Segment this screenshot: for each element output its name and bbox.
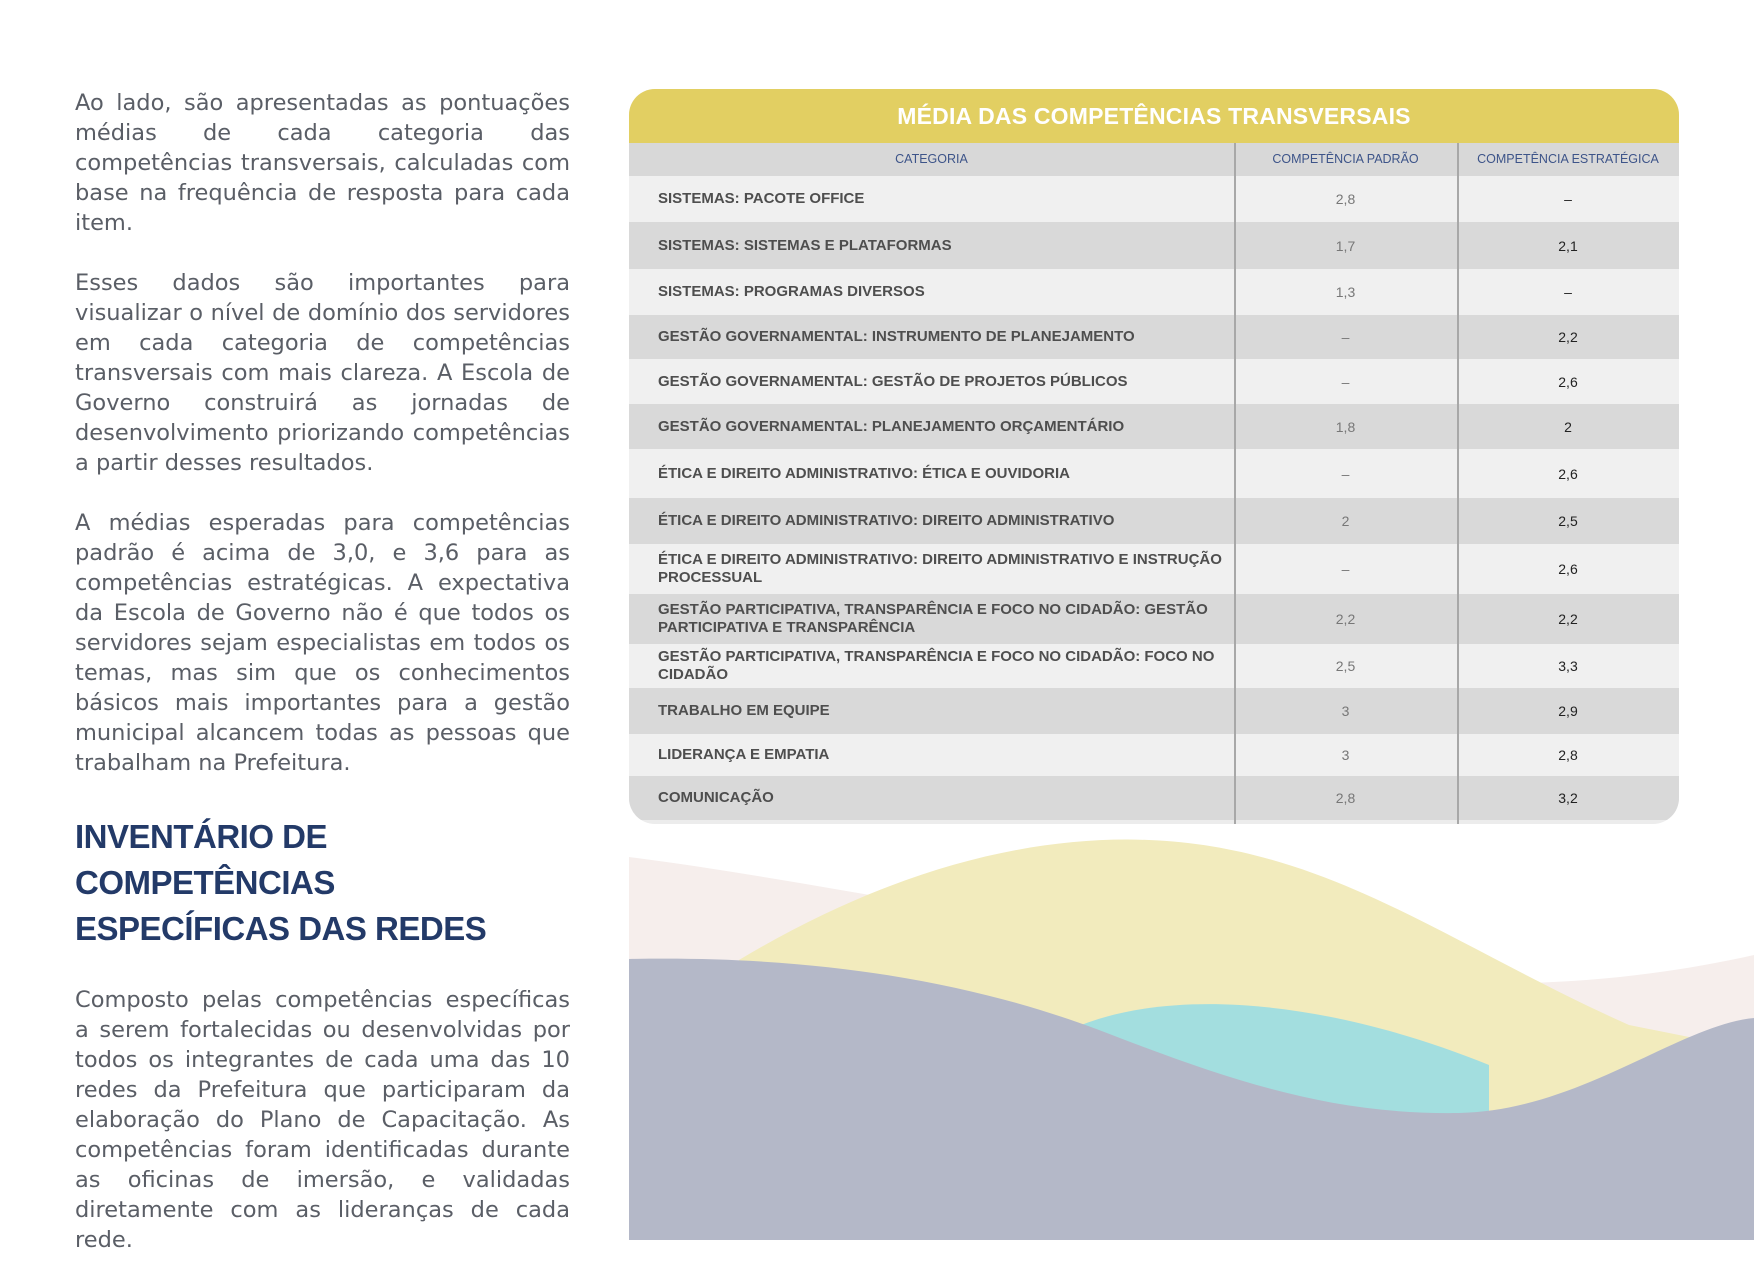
row-standard-value: 3 <box>1341 703 1350 719</box>
intro-paragraph-1: Ao lado, são apresentadas as pontuações médias de cada categoria das competências transversais, calculadas com base na frequência de resposta para cada item. <box>75 90 570 236</box>
row-category: COMUNICAÇÃO <box>658 789 774 806</box>
row-standard-value: 2 <box>1341 513 1350 529</box>
section-heading <box>75 814 570 952</box>
table-row <box>629 594 1679 644</box>
row-category: SISTEMAS: PROGRAMAS DIVERSOS <box>658 283 925 300</box>
table-row <box>629 734 1679 776</box>
table-row <box>629 776 1679 820</box>
row-category: ÉTICA E DIREITO ADMINISTRATIVO: DIREITO ADMINISTRATIVO E INSTRUÇÃO PROCESSUAL <box>658 551 1222 586</box>
row-category: GESTÃO PARTICIPATIVA, TRANSPARÊNCIA E FOCO NO CIDADÃO: FOCO NO CIDADÃO <box>658 648 1215 683</box>
row-category: TRABALHO EM EQUIPE <box>658 702 830 719</box>
row-strategic-value: 2,6 <box>1558 373 1578 390</box>
row-standard-value: – <box>1341 373 1350 390</box>
row-category: SISTEMAS: PACOTE OFFICE <box>658 190 865 207</box>
intro-text-column <box>75 88 570 1285</box>
row-category: SISTEMAS: SISTEMAS E PLATAFORMAS <box>658 236 952 254</box>
row-strategic-value: 2,5 <box>1558 513 1578 529</box>
header-standard-competency: COMPETÊNCIA PADRÃO <box>1272 152 1419 166</box>
row-category: LIDERANÇA E EMPATIA <box>658 746 830 763</box>
row-standard-value: – <box>1341 329 1350 345</box>
table-row <box>629 544 1679 594</box>
table-row <box>629 449 1679 498</box>
row-strategic-value: 3,2 <box>1558 790 1578 806</box>
row-strategic-value: 3,3 <box>1558 658 1578 674</box>
row-strategic-value: 2,2 <box>1558 329 1578 345</box>
row-standard-value: 2,2 <box>1335 611 1356 627</box>
row-standard-value: 1,7 <box>1335 237 1356 254</box>
row-standard-value: 2,8 <box>1335 790 1356 806</box>
section-heading-line-2: ESPECÍFICAS DAS REDES <box>75 910 487 947</box>
table-row <box>629 644 1679 688</box>
row-standard-value: 1,3 <box>1335 284 1356 300</box>
table-row <box>629 176 1679 222</box>
row-strategic-value: 2,6 <box>1558 465 1578 482</box>
row-category: GESTÃO GOVERNAMENTAL: INSTRUMENTO DE PLANEJAMENTO <box>658 328 1135 345</box>
row-standard-value: – <box>1341 465 1350 482</box>
decorative-hills-illustration <box>629 835 1754 1240</box>
intro-paragraph-2: Esses dados são importantes para visualizar o nível de domínio dos servidores em cada categoria de competências transversais com mais clareza. A Escola de Governo construirá as jornadas de desenvolvimento priorizando competências a partir desses resultados. <box>75 270 570 476</box>
column-divider <box>1457 143 1459 824</box>
row-strategic-value: 2,6 <box>1558 561 1578 577</box>
row-strategic-value: 2,1 <box>1558 237 1578 254</box>
table-row <box>629 688 1679 734</box>
row-category: GESTÃO GOVERNAMENTAL: PLANEJAMENTO ORÇAMENTÁRIO <box>658 417 1125 435</box>
column-divider <box>1234 143 1236 824</box>
row-standard-value: – <box>1341 561 1350 577</box>
table-row <box>629 498 1679 544</box>
row-strategic-value: – <box>1564 284 1572 300</box>
table-row <box>629 269 1679 315</box>
table-title: MÉDIA DAS COMPETÊNCIAS TRANSVERSAIS <box>629 89 1679 143</box>
row-category: ÉTICA E DIREITO ADMINISTRATIVO: ÉTICA E OUVIDORIA <box>658 464 1070 482</box>
row-category: GESTÃO PARTICIPATIVA, TRANSPARÊNCIA E FOCO NO CIDADÃO: GESTÃO PARTICIPATIVA E TRANSPARÊNCIA <box>658 601 1208 636</box>
row-standard-value: 1,8 <box>1335 418 1356 435</box>
header-category: CATEGORIA <box>895 152 968 166</box>
intro-paragraph-3: A médias esperadas para competências padrão é acima de 3,0, e 3,6 para as competências estratégicas. A expectativa da Escola de Governo não é que todos os servidores sejam especialistas em todos os temas, mas sim que os conhecimentos básicos mais importantes para a gestão municipal alcancem todas as pessoas que trabalham na Prefeitura. <box>75 510 570 776</box>
table-row <box>629 404 1679 449</box>
row-standard-value: 3 <box>1341 747 1350 763</box>
closing-paragraph: Composto pelas competências específicas a serem fortalecidas ou desenvolvidas por todos os integrantes de cada uma das 10 redes da Prefeitura que participaram da elaboração do Plano de Capacitação. As competências foram identificadas durante as oficinas de imersão, e validadas diretamente com as lideranças de cada rede. <box>75 987 570 1253</box>
table-row <box>629 359 1679 404</box>
row-strategic-value: – <box>1564 191 1572 207</box>
row-category: GESTÃO GOVERNAMENTAL: GESTÃO DE PROJETOS PÚBLICOS <box>658 372 1128 390</box>
section-heading-line-1: INVENTÁRIO DE COMPETÊNCIAS <box>75 818 335 901</box>
row-strategic-value: 2,8 <box>1558 747 1578 763</box>
table-row <box>629 222 1679 269</box>
row-category: ÉTICA E DIREITO ADMINISTRATIVO: DIREITO ADMINISTRATIVO <box>658 512 1115 529</box>
table-row <box>629 315 1679 359</box>
row-strategic-value: 2,2 <box>1558 611 1578 627</box>
row-standard-value: 2,8 <box>1335 191 1356 207</box>
table-header-row <box>629 143 1679 176</box>
row-strategic-value: 2,9 <box>1558 703 1578 719</box>
competency-averages-table <box>629 89 1679 824</box>
row-standard-value: 2,5 <box>1335 658 1356 674</box>
row-strategic-value: 2 <box>1564 418 1572 435</box>
header-strategic-competency: COMPETÊNCIA ESTRATÉGICA <box>1477 152 1659 166</box>
